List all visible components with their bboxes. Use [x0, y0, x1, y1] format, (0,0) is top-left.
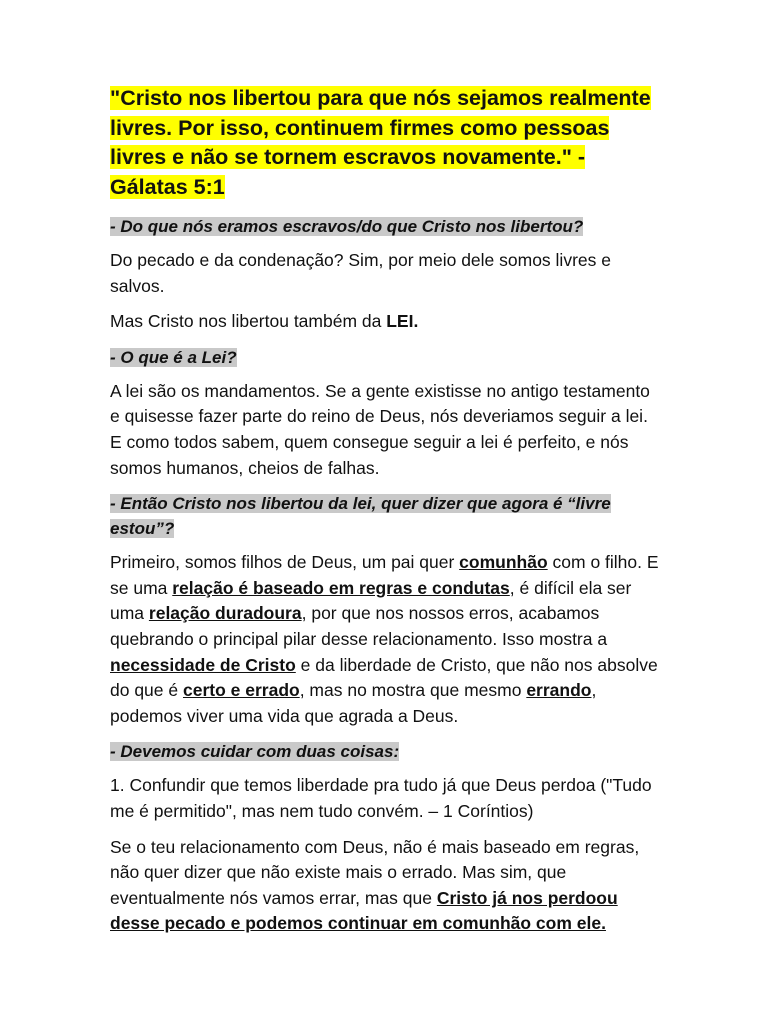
- question-1: - Do que nós eramos escravos/do que Cristo nos libertou?: [110, 217, 584, 236]
- text-run: , mas no mostra que mesmo: [299, 680, 527, 701]
- question-heading: [110, 345, 664, 370]
- question-4: - Devemos cuidar com duas coisas:: [110, 742, 400, 762]
- text-run: e da liberdade de Cristo, que não nos absolve do que é: [110, 654, 658, 701]
- emphasis-run: Cristo já nos perdoou desse pecado e podemos continuar em comunhão com ele.: [110, 887, 618, 934]
- emphasis-run: relação é baseado em regras e condutas: [172, 577, 510, 598]
- text-run: Primeiro, somos filhos de Deus, um pai quer: [110, 552, 460, 573]
- emphasis-run: necessidade de Cristo: [110, 654, 296, 675]
- verse-highlight: "Cristo nos libertou para que nós sejamos realmente livres. Por isso, continuem firmes como pessoas livres e não se tornem escravos novamente." - Gálatas 5:1: [110, 86, 651, 199]
- question-heading: [110, 491, 664, 541]
- paragraph-1: Do pecado e da condenação? Sim, por meio dele somos livres e salvos.: [110, 250, 611, 296]
- paragraph-2: [110, 309, 664, 335]
- paragraph-2-text: Mas Cristo nos libertou também da: [110, 311, 387, 332]
- question-2: - O que é a Lei?: [110, 347, 237, 367]
- paragraph-4: [110, 550, 664, 729]
- law-emphasis: LEI.: [386, 311, 419, 332]
- emphasis-run: certo e errado: [182, 680, 300, 701]
- question-3: - Então Cristo nos libertou da lei, quer dizer que agora é “livre estou”?: [110, 494, 611, 539]
- paragraph-6: [110, 835, 664, 937]
- verse-title: [110, 84, 664, 202]
- text-run: , podemos viver uma vida que agrada a Deus.: [110, 680, 597, 726]
- question-heading: [110, 739, 664, 764]
- text-run: com o filho. E se uma: [110, 552, 659, 598]
- text-run: , é difícil ela ser uma: [110, 577, 632, 624]
- emphasis-run: comunhão: [459, 552, 548, 573]
- text-run: Se o teu relacionamento com Deus, não é mais baseado em regras, não quer dizer que não existe mais o errado. Mas sim, que eventualmente nós vamos errar, mas que: [110, 836, 640, 908]
- emphasis-run: relação duradoura: [148, 603, 302, 624]
- text-run: , por que nos nossos erros, acabamos quebrando o principal pilar desse relacionamento. Isso mostra a: [110, 603, 608, 649]
- paragraph-5: 1. Confundir que temos liberdade pra tudo já que Deus perdoa ("Tudo me é permitido", mas nem tudo convém. – 1 Coríntios): [110, 775, 652, 821]
- question-heading: [110, 214, 664, 239]
- paragraph-3: A lei são os mandamentos. Se a gente existisse no antigo testamento e quisesse fazer parte do reino de Deus, nós deveriamos seguir a lei. E como todos sabem, quem consegue seguir a lei é perfeito, e nós somos humanos, cheios de falhas.: [110, 380, 650, 478]
- emphasis-run: errando: [526, 680, 592, 701]
